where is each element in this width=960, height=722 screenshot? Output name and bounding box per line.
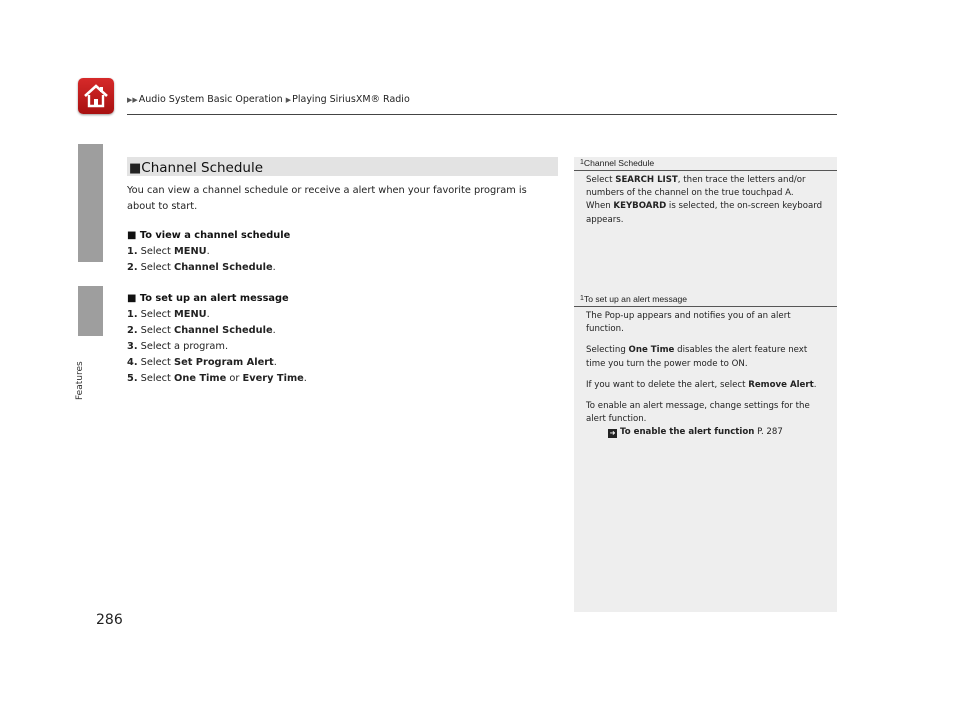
- note-paragraph: The Pop-up appears and notifies you of an alert function.: [586, 311, 791, 335]
- note-channel-schedule: [574, 157, 837, 235]
- intro-paragraph: You can view a channel schedule or receive a alert when your favorite program is about to start.: [127, 185, 527, 212]
- note-marker-icon: 1: [580, 159, 584, 166]
- step-item: 2. Select Channel Schedule.: [127, 262, 276, 273]
- note-marker-icon: 1: [580, 295, 584, 302]
- view-schedule-block: [127, 228, 557, 276]
- note-paragraph: Select SEARCH LIST, then trace the letters and/or numbers of the channel on the true touchpad A. When KEYBOARD is selected, the on-screen keyboard appears.: [586, 175, 823, 225]
- step-item: 1. Select MENU.: [127, 309, 210, 320]
- note-title: To set up an alert message: [583, 294, 688, 304]
- step-item: 5. Select One Time or Every Time.: [127, 373, 307, 384]
- note-title: Channel Schedule: [583, 158, 655, 168]
- subsection-square-icon: ■: [127, 230, 137, 241]
- step-item: 3. Select a program.: [127, 341, 229, 352]
- step-item: 4. Select Set Program Alert.: [127, 357, 277, 368]
- alert-message-block: [127, 291, 557, 387]
- breadcrumb-item[interactable]: Audio System Basic Operation: [138, 94, 283, 105]
- section-header: [127, 157, 558, 176]
- step-item: 2. Select Channel Schedule.: [127, 325, 276, 336]
- subsection-square-icon: ■: [127, 293, 137, 304]
- reference-arrow-icon: ➜: [609, 429, 616, 438]
- step-item: 1. Select MENU.: [127, 246, 210, 257]
- cross-reference-link[interactable]: [586, 426, 827, 439]
- note-paragraph: To enable an alert message, change settings for the alert function.: [586, 401, 810, 425]
- section-title: Channel Schedule: [141, 160, 264, 176]
- breadcrumb-arrow-icon: ▶▶: [127, 96, 138, 104]
- home-icon[interactable]: [78, 78, 114, 114]
- note-alert-message: [574, 293, 837, 440]
- side-tab[interactable]: [78, 144, 103, 262]
- page-number: 286: [96, 612, 123, 628]
- breadcrumb: [127, 94, 410, 105]
- side-tab-label: Features: [75, 361, 85, 400]
- section-square-icon: ■: [129, 161, 142, 176]
- reference-label: To enable the alert function: [620, 427, 755, 438]
- breadcrumb-arrow-icon: ▶: [285, 96, 292, 104]
- header-divider: [127, 114, 837, 115]
- reference-page: P. 287: [757, 427, 783, 438]
- subsection-heading: To view a channel schedule: [139, 230, 291, 241]
- breadcrumb-item[interactable]: Playing SiriusXM® Radio: [292, 94, 410, 105]
- subsection-heading: To set up an alert message: [139, 293, 289, 304]
- side-tab-active[interactable]: [78, 286, 103, 336]
- note-paragraph: If you want to delete the alert, select Remove Alert.: [586, 379, 817, 390]
- note-paragraph: Selecting One Time disables the alert feature next time you turn the power mode to ON.: [586, 345, 808, 369]
